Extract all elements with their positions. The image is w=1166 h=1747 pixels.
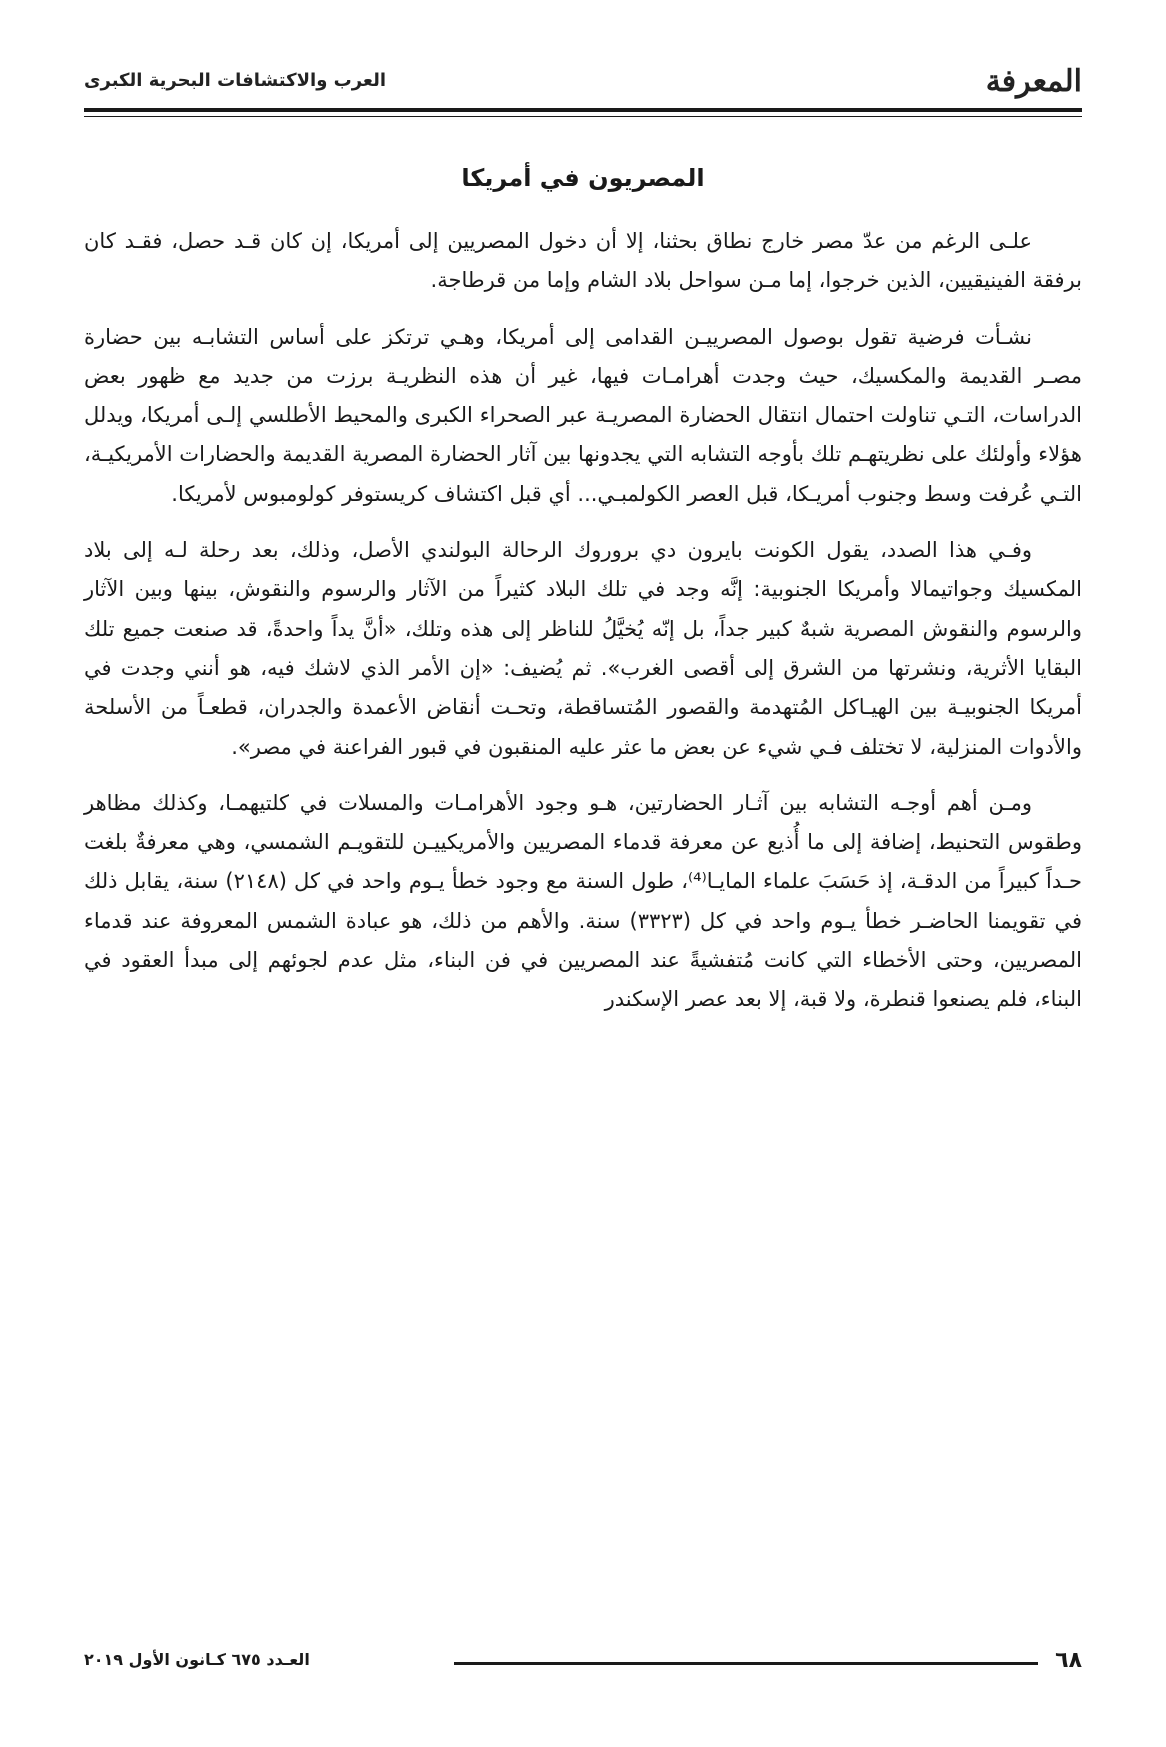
page-header <box>84 58 1082 108</box>
header-divider-thin <box>84 116 1082 117</box>
footer-divider <box>454 1662 1038 1665</box>
paragraph: علـى الرغم من عدّ مصر خارج نطاق بحثنا، إلا أن دخول المصريين إلى أمريكا، إن كان قـد حصل، فقـد كان برفقة الفينيقيين، الذين خرجوا، إما مـن سواحل بلاد الشام وإما من قرطاجة. <box>84 229 1082 293</box>
article-body <box>84 160 1082 1037</box>
running-title: العرب والاكتشافات البحرية الكبرى <box>84 70 387 91</box>
page-footer <box>84 1648 1082 1680</box>
journal-logo: المعرفة <box>985 64 1082 99</box>
paragraph: وفـي هذا الصدد، يقول الكونت بايرون دي بروروك الرحالة البولندي الأصل، وذلك، بعد رحلة لـه إلى بلاد المكسيك وجواتيمالا وأمريكا الجنوبية: إنَّه وجد في تلك البلاد كثيراً من الآثار والرسوم والنقوش، بينها وبين الآثار والرسوم والنقوش المصرية شبهٌ كبير جداً، بل إنّه يُخيَّلُ للناظر إلى هذه وتلك، «أنَّ يداً واحدةً، قد صنعت جميع تلك البقايا الأثرية، ونشرتها من الشرق إلى أقصى الغرب». ثم يُضيف: «إن الأمر الذي لاشك فيه، هو أنني وجدت في أمريكا الجنوبيـة بين الهيـاكل المُتهدمة والقصور المُتساقطة، وتحـت أنقاض الأعمدة والجدران، قطعـاً من الأسلحة والأدوات المنزلية، لا تختلف فـي شيء عن بعض ما عثر عليه المنقبون في قبور الفراعنة في مصر». <box>84 538 1082 759</box>
header-divider-thick <box>84 108 1082 112</box>
section-title: المصريون في أمريكا <box>461 164 705 192</box>
paragraph: ومـن أهم أوجـه التشابه بين آثـار الحضارتين، هـو وجود الأهرامـات والمسلات في كلتيهمـا، وكذلك مظاهر وطقوس التحنيط، إضافة إلى ما أُذيع عن معرفة قدماء المصريين والأمريكييـن للتقويـم الشمسي، وهي معرفةٌ بلغت حـداً كبيراً من الدقـة، إذ حَسَبَ علماء المايـا⁽⁴⁾، طول السنة مع وجود خطأ يـوم واحد في كل (٢١٤٨) سنة، يقابل ذلك في تقويمنا الحاضـر خطأ يـوم واحد في كل (٣٣٢٣) سنة. والأهم من ذلك، هو عبادة الشمس المعروفة عند قدماء المصريين، وحتى الأخطاء التي كانت مُتفشيةً عند المصريين في فن البناء، مثل عدم لجوئهم إلى مبدأ العقود في البناء، فلم يصنعوا قنطرة، ولا قبة، إلا بعد عصر الإسكندر <box>84 790 1083 1012</box>
paragraph: نشـأت فرضية تقول بوصول المصرييـن القدامى إلى أمريكا، وهـي ترتكز على أساس التشابـه بين حضارة مصـر القديمة والمكسيك، حيث وجدت أهرامـات فيها، غير أن هذه النظريـة برزت من جديد مع ظهور بعض الدراسات، التـي تناولت احتمال انتقال الحضارة المصريـة عبر الصحراء الكبرى والمحيط الأطلسي إلـى أمريكا، ويدلل هؤلاء وأولئك على نظريتهـم تلك بأوجه التشابه التي يجدونها بين آثار الحضارة المصرية القديمة والحضارات الأمريكيـة، التـي عُرفت وسط وجنوب أمريـكا، قبل العصر الكولمبـي... أي قبل اكتشاف كريستوفر كولومبوس لأمريكا. <box>84 324 1082 506</box>
page-number: ٦٨ <box>1055 1648 1082 1673</box>
issue-info: العـدد ٦٧٥ كـانون الأول ٢٠١٩ <box>84 1650 310 1669</box>
